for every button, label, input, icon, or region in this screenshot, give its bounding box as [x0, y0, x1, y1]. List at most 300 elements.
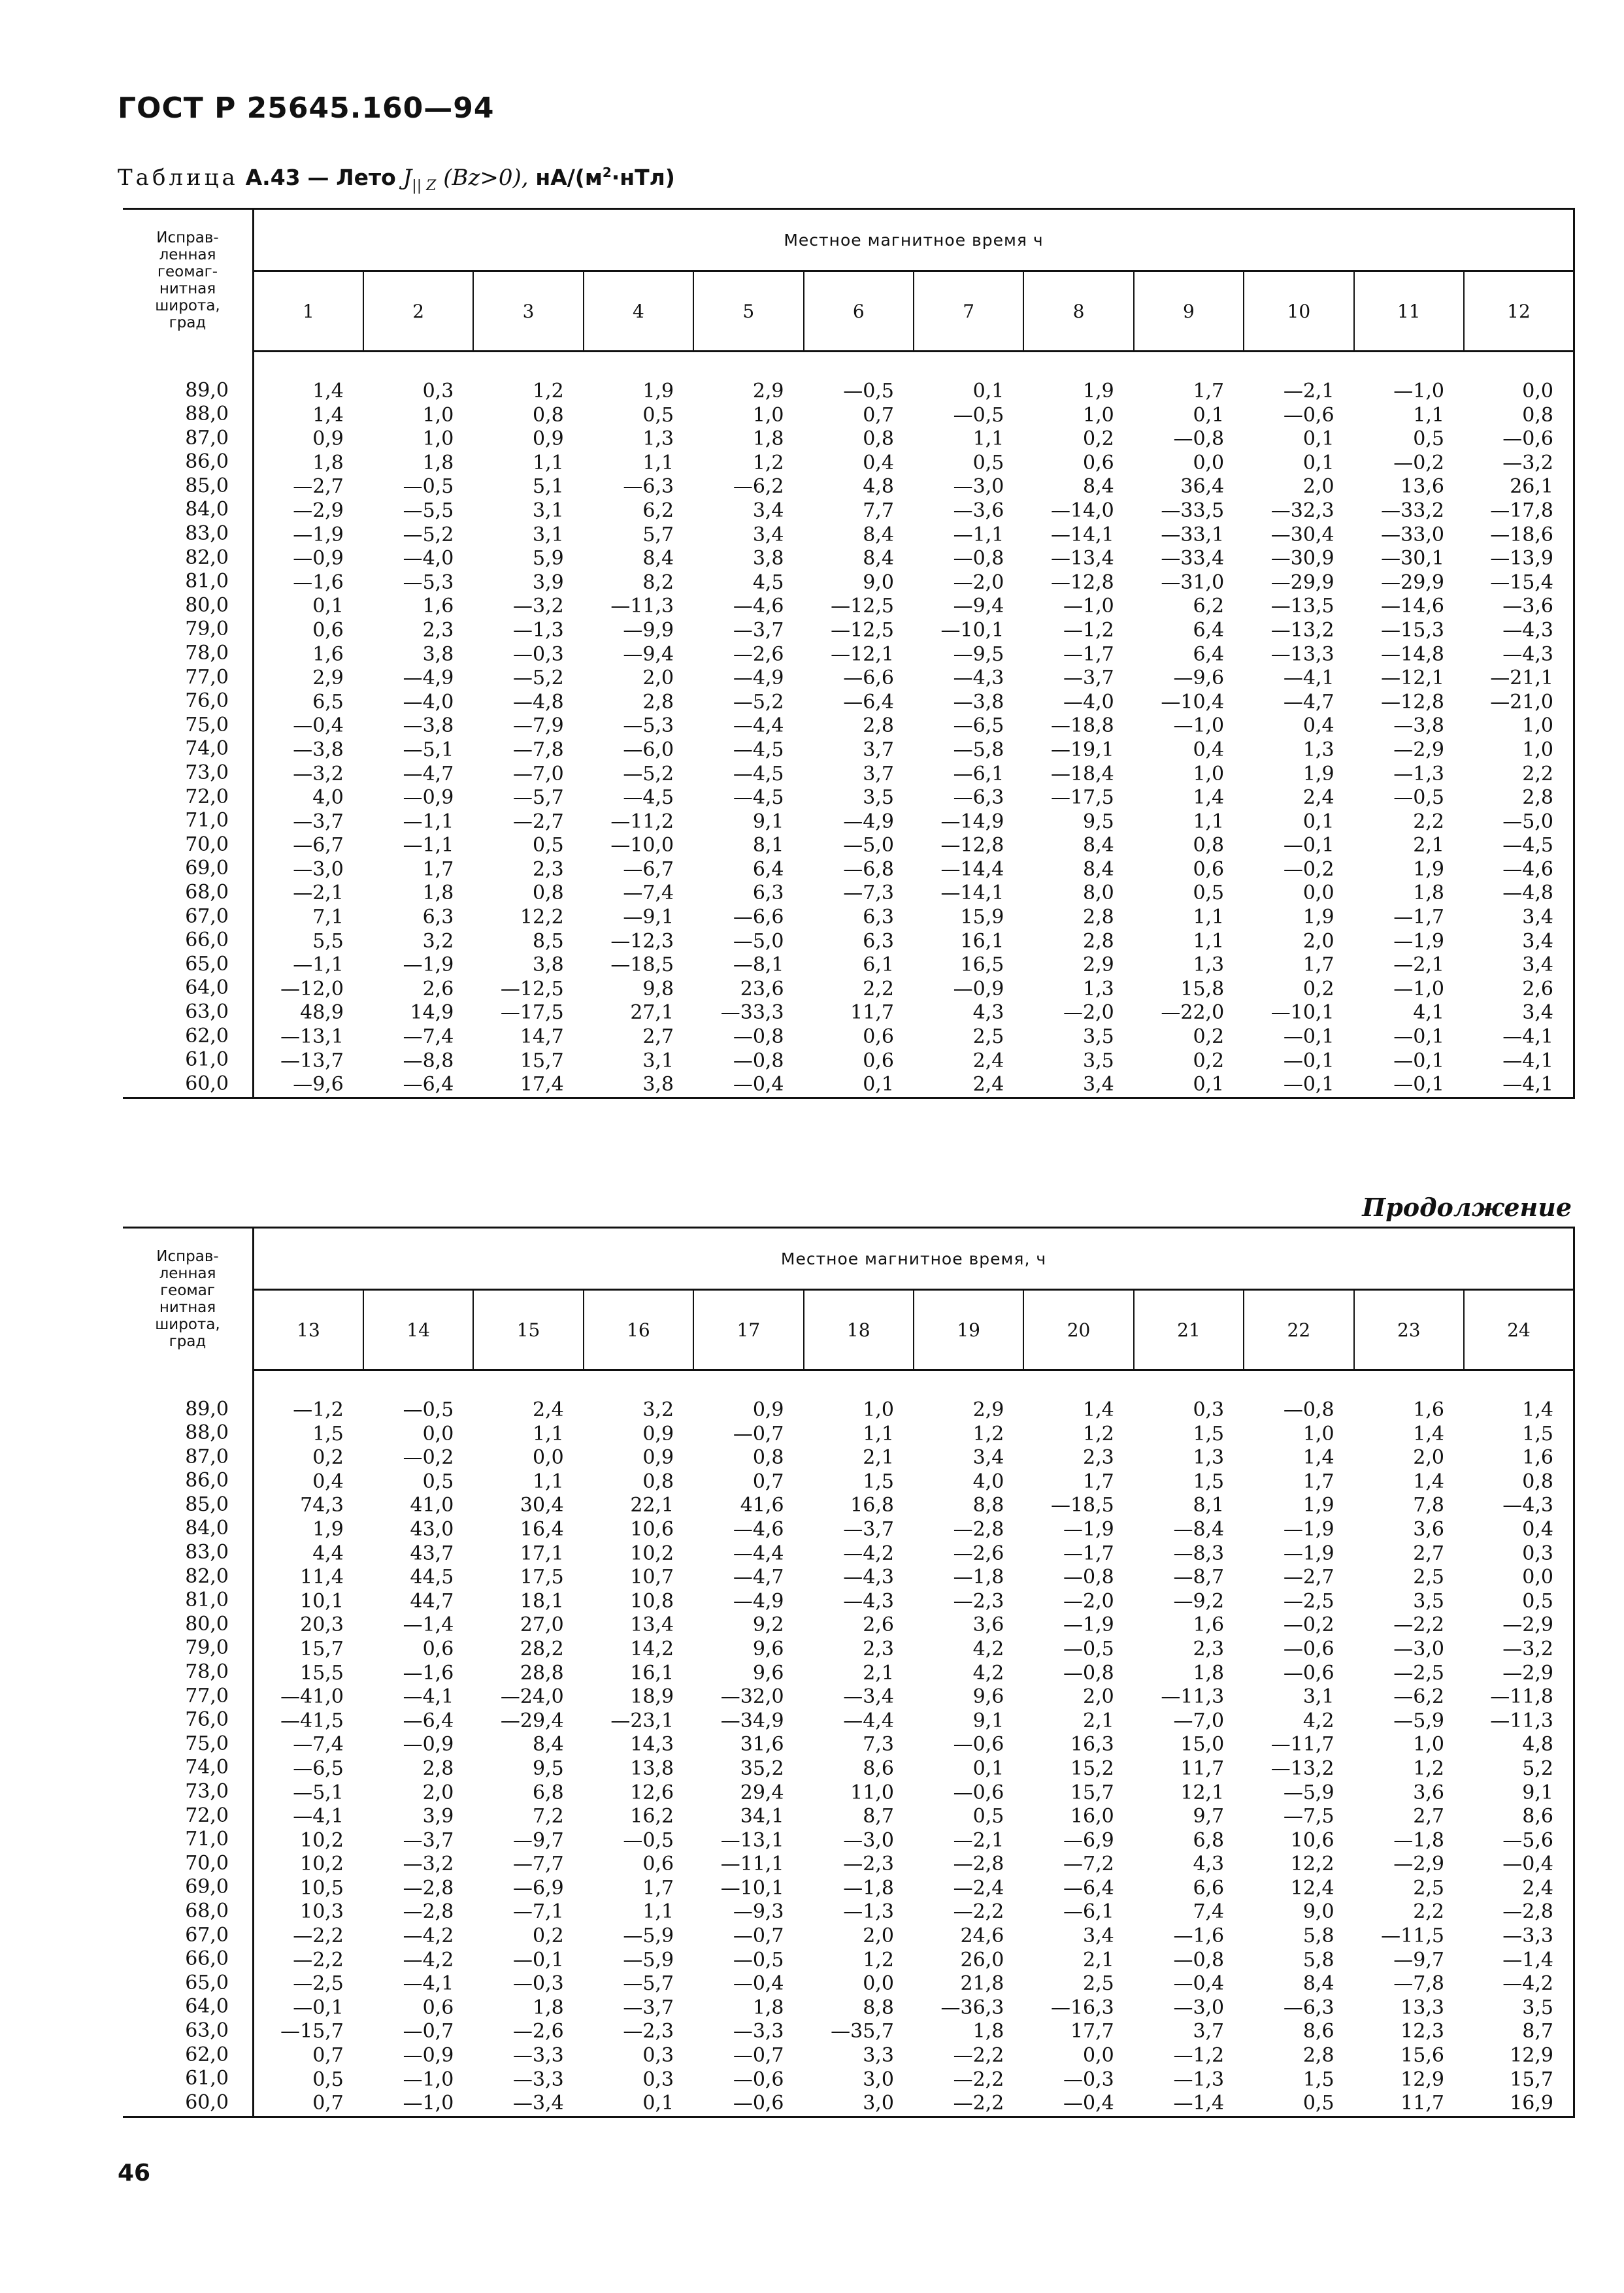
- table-cell: —0,8: [953, 547, 1004, 570]
- hour-value-column: [363, 1370, 473, 2117]
- table-cell: 2,3: [863, 1637, 894, 1660]
- table-cell: 3,2: [642, 1398, 674, 1421]
- latitude-value: 60,0: [185, 1072, 229, 1095]
- table-cell: 2,9: [1083, 953, 1114, 977]
- table-cell: 8,4: [863, 547, 894, 570]
- table-cell: —2,6: [733, 642, 784, 666]
- table-cell: 2,3: [1193, 1637, 1225, 1660]
- table-cell: —1,9: [1283, 1542, 1334, 1565]
- table-cell: 0,6: [1193, 857, 1225, 881]
- table-cell: —6,2: [733, 475, 784, 499]
- table-cell: —17,8: [1490, 499, 1553, 522]
- table-cell: 10,8: [630, 1589, 674, 1613]
- table-cell: 8,4: [642, 547, 674, 570]
- latitude-value: 74,0: [185, 1756, 229, 1779]
- table-cell: 3,4: [1522, 929, 1553, 953]
- table-cell: —11,3: [1490, 1709, 1553, 1732]
- latitude-value: 71,0: [185, 809, 229, 833]
- table-cell: 1,9: [1302, 906, 1334, 929]
- table-cell: 2,2: [863, 977, 894, 1000]
- table-cell: 0,8: [1193, 834, 1225, 857]
- table-cell: 13,6: [1400, 475, 1444, 499]
- table-cell: —33,1: [1161, 523, 1225, 546]
- table-cell: —5,2: [403, 523, 454, 546]
- table-cell: 17,1: [520, 1542, 564, 1565]
- table-cell: —11,7: [1270, 1733, 1334, 1757]
- hour-header: 3: [473, 271, 583, 352]
- table-cell: 27,0: [520, 1613, 564, 1637]
- table-cell: 12,2: [1290, 1853, 1334, 1876]
- table-cell: —0,3: [513, 1972, 564, 1996]
- table-cell: 1,4: [312, 380, 344, 403]
- table-cell: —13,2: [1270, 1757, 1334, 1780]
- table-cell: —2,6: [953, 1542, 1004, 1565]
- table-cell: —0,6: [953, 1781, 1004, 1804]
- table-cell: —15,7: [280, 2020, 344, 2043]
- table-cell: 0,1: [1302, 810, 1334, 833]
- table-cell: 10,5: [300, 1876, 344, 1900]
- table-cell: —41,0: [280, 1685, 344, 1709]
- table-cell: —2,4: [953, 1876, 1004, 1900]
- table-cell: 14,7: [520, 1025, 564, 1049]
- hour-header: 9: [1134, 271, 1244, 352]
- table-cell: —4,8: [1502, 882, 1553, 905]
- table-cell: —15,3: [1381, 618, 1444, 642]
- table-cell: —9,9: [623, 618, 674, 642]
- table-cell: 8,7: [1522, 2020, 1553, 2043]
- table-cell: 8,4: [863, 523, 894, 546]
- table-cell: —1,8: [1393, 1828, 1444, 1852]
- table-cell: 1,1: [1413, 403, 1444, 427]
- table-cell: —12,5: [831, 595, 894, 618]
- hour-value-column: [804, 1370, 914, 2117]
- table-cell: 6,4: [1193, 642, 1225, 666]
- table-cell: —0,6: [1283, 1637, 1334, 1660]
- table-cell: 2,0: [863, 1924, 894, 1948]
- table-cell: 0,0: [1193, 451, 1225, 474]
- table-cell: —6,5: [953, 714, 1004, 738]
- table-cell: —11,2: [610, 810, 674, 833]
- latitude-value: 80,0: [185, 593, 229, 617]
- table-cell: 1,5: [1193, 1422, 1225, 1445]
- table-cell: —8,3: [1173, 1542, 1225, 1565]
- table-cell: —1,8: [953, 1566, 1004, 1589]
- table-cell: 11,7: [1400, 2092, 1444, 2115]
- table-cell: 28,2: [520, 1637, 564, 1660]
- table-cell: 10,2: [300, 1828, 344, 1852]
- table-cell: 2,2: [1413, 810, 1444, 833]
- table-cell: 23,6: [740, 977, 784, 1000]
- table-cell: —3,6: [953, 499, 1004, 522]
- table-cell: —4,2: [403, 1924, 454, 1948]
- latitude-column: [123, 352, 254, 1098]
- table-cell: 11,7: [1180, 1757, 1225, 1780]
- latitude-value: 77,0: [185, 665, 229, 689]
- table-cell: —0,5: [623, 1828, 674, 1852]
- table-cell: 6,4: [752, 857, 784, 881]
- table-cell: 1,3: [642, 427, 674, 451]
- table-cell: 0,2: [533, 1924, 564, 1948]
- table-cell: —4,7: [403, 762, 454, 785]
- table-cell: 10,3: [300, 1900, 344, 1924]
- table-cell: —6,9: [1063, 1828, 1114, 1852]
- table-cell: 2,7: [1413, 1805, 1444, 1828]
- table-cell: —6,9: [513, 1876, 564, 1900]
- table-cell: 4,5: [752, 570, 784, 594]
- table-cell: 1,7: [1302, 953, 1334, 977]
- table-cell: —13,5: [1270, 595, 1334, 618]
- table-cell: —2,1: [293, 882, 344, 905]
- table-cell: —2,2: [953, 2068, 1004, 2091]
- table-cell: 7,4: [1193, 1900, 1225, 1924]
- table-cell: —9,2: [1173, 1589, 1225, 1613]
- table-cell: 1,9: [1302, 1494, 1334, 1517]
- table-cell: 0,1: [863, 1073, 894, 1097]
- table-cell: —2,9: [1502, 1661, 1553, 1685]
- latitude-value: 68,0: [185, 880, 229, 904]
- table-cell: 1,8: [972, 2020, 1004, 2043]
- table-cell: 6,3: [863, 929, 894, 953]
- table-cell: 0,5: [1193, 882, 1225, 905]
- table-cell: —4,0: [403, 547, 454, 570]
- table-cell: —6,2: [1393, 1685, 1444, 1709]
- table-cell: 14,2: [630, 1637, 674, 1660]
- table-cell: 17,4: [520, 1073, 564, 1097]
- latitude-value: 68,0: [185, 1899, 229, 1922]
- table-cell: —19,1: [1050, 738, 1114, 761]
- table-cell: —2,3: [953, 1589, 1004, 1613]
- latitude-value: 62,0: [185, 2043, 229, 2066]
- table-cell: 1,6: [1193, 1613, 1225, 1637]
- table-cell: 43,0: [410, 1517, 454, 1541]
- table-cell: —0,1: [1283, 1049, 1334, 1072]
- table-cell: —3,7: [293, 810, 344, 833]
- table-cell: 3,9: [533, 570, 564, 594]
- table-cell: 2,1: [1413, 834, 1444, 857]
- table-cell: 0,4: [1302, 714, 1334, 738]
- table-cell: —4,4: [733, 714, 784, 738]
- table-cell: —1,6: [1173, 1924, 1225, 1948]
- table-cell: 0,6: [1083, 451, 1114, 474]
- table-cell: 0,8: [642, 1470, 674, 1493]
- table-cell: 0,6: [642, 1853, 674, 1876]
- table-cell: 2,9: [312, 667, 344, 690]
- table-cell: —1,6: [293, 570, 344, 594]
- table-cell: —0,1: [1283, 834, 1334, 857]
- table-cell: —1,4: [1502, 1948, 1553, 1971]
- table-cell: —13,1: [280, 1025, 344, 1049]
- table-cell: —4,3: [953, 667, 1004, 690]
- table-cell: 1,9: [1302, 762, 1334, 785]
- table-cell: 1,4: [1193, 786, 1225, 810]
- caption-season: Лето: [336, 165, 396, 190]
- table-cell: 31,6: [740, 1733, 784, 1757]
- table-cell: —7,4: [293, 1733, 344, 1757]
- table-cell: 8,2: [642, 570, 674, 594]
- table-cell: 3,4: [752, 523, 784, 546]
- table-cell: 3,4: [1522, 1001, 1553, 1025]
- table-cell: —9,1: [623, 906, 674, 929]
- table-cell: —23,1: [610, 1709, 674, 1732]
- table-cell: 4,3: [972, 1001, 1004, 1025]
- table-cell: 1,1: [533, 451, 564, 474]
- table-cell: 2,3: [422, 618, 454, 642]
- latitude-value: 79,0: [185, 618, 229, 641]
- table-cell: —0,1: [1393, 1073, 1444, 1097]
- table-cell: —0,2: [1283, 1613, 1334, 1637]
- hour-header: 8: [1023, 271, 1133, 352]
- table-cell: 11,7: [850, 1001, 894, 1025]
- hour-value-column: [1023, 352, 1133, 1098]
- table-cell: —4,9: [733, 1589, 784, 1613]
- data-table-hours-13-24: [123, 1227, 1575, 2118]
- table-cell: 3,7: [863, 738, 894, 761]
- table-cell: —0,8: [1173, 427, 1225, 451]
- table-cell: —2,2: [953, 2044, 1004, 2068]
- table-cell: 0,1: [972, 1757, 1004, 1780]
- table-cell: 6,3: [422, 906, 454, 929]
- hour-value-column: [1244, 1370, 1353, 2117]
- table-cell: —4,2: [403, 1948, 454, 1971]
- table-cell: 16,1: [960, 929, 1004, 953]
- table-cell: —30,4: [1270, 523, 1334, 546]
- table-cell: —4,3: [1502, 1494, 1553, 1517]
- table-cell: —0,3: [513, 642, 564, 666]
- table-cell: 0,5: [533, 834, 564, 857]
- latitude-value: 70,0: [185, 833, 229, 856]
- hour-header: 10: [1244, 271, 1353, 352]
- table-cell: —22,0: [1161, 1001, 1225, 1025]
- table-cell: 1,7: [1193, 380, 1225, 403]
- table-cell: —7,5: [1283, 1805, 1334, 1828]
- table-cell: —11,5: [1381, 1924, 1444, 1948]
- table-cell: 2,4: [533, 1398, 564, 1421]
- table-cell: 20,3: [300, 1613, 344, 1637]
- table-cell: 0,3: [642, 2068, 674, 2091]
- latitude-value: 82,0: [185, 1564, 229, 1588]
- table-cell: 48,9: [300, 1001, 344, 1025]
- table-cell: —3,0: [1393, 1637, 1444, 1660]
- table-cell: —14,0: [1050, 499, 1114, 522]
- table-cell: 3,1: [533, 499, 564, 522]
- table-cell: 15,0: [1180, 1733, 1225, 1757]
- table-cell: —21,1: [1490, 667, 1553, 690]
- table-cell: 15,6: [1400, 2044, 1444, 2068]
- table-cell: 3,4: [752, 499, 784, 522]
- table-cell: 16,8: [850, 1494, 894, 1517]
- table-cell: —1,1: [403, 810, 454, 833]
- table-cell: 1,0: [422, 427, 454, 451]
- table-cell: 15,2: [1070, 1757, 1114, 1780]
- table-cell: 1,1: [642, 1900, 674, 1924]
- table-cell: —14,6: [1381, 595, 1444, 618]
- table-cell: 1,0: [1193, 762, 1225, 785]
- table-cell: 9,1: [1522, 1781, 1553, 1804]
- table-cell: —13,4: [1050, 547, 1114, 570]
- hour-header: 5: [693, 271, 803, 352]
- latitude-value: 84,0: [185, 498, 229, 521]
- table-cell: 10,6: [630, 1517, 674, 1541]
- table-cell: 10,2: [300, 1853, 344, 1876]
- table-cell: —1,8: [843, 1876, 894, 1900]
- table-cell: 3,8: [422, 642, 454, 666]
- table-cell: —2,5: [1283, 1589, 1334, 1613]
- table-cell: —6,1: [953, 762, 1004, 785]
- latitude-value: 72,0: [185, 1804, 229, 1827]
- hour-header: 22: [1244, 1290, 1353, 1370]
- table-cell: —10,4: [1161, 690, 1225, 714]
- table-cell: 12,1: [1180, 1781, 1225, 1804]
- hour-header: 6: [804, 271, 914, 352]
- table-cell: —0,5: [403, 475, 454, 499]
- table-cell: 12,2: [520, 906, 564, 929]
- table-cell: 0,5: [972, 451, 1004, 474]
- table-cell: —9,6: [1173, 667, 1225, 690]
- table-cell: 3,6: [972, 1613, 1004, 1637]
- table-cell: —3,7: [623, 1996, 674, 2019]
- table-cell: —1,1: [953, 523, 1004, 546]
- table-cell: —5,5: [403, 499, 454, 522]
- table-cell: —0,8: [1173, 1948, 1225, 1971]
- table-cell: 8,4: [533, 1733, 564, 1757]
- table-cell: 0,1: [312, 595, 344, 618]
- table-cell: —12,0: [280, 977, 344, 1000]
- table-cell: —29,9: [1270, 570, 1334, 594]
- table-cell: —0,2: [1283, 857, 1334, 881]
- hour-value-column: [254, 1370, 363, 2117]
- table-cell: 4,8: [1522, 1733, 1553, 1757]
- table-cell: —1,9: [293, 523, 344, 546]
- table-cell: 15,9: [960, 906, 1004, 929]
- table-cell: 8,6: [1522, 1805, 1553, 1828]
- table-cell: —31,0: [1161, 570, 1225, 594]
- table-cell: —8,1: [733, 953, 784, 977]
- table-cell: —8,8: [403, 1049, 454, 1072]
- table-cell: —0,6: [953, 1733, 1004, 1757]
- table-cell: 7,2: [533, 1805, 564, 1828]
- latitude-value: 63,0: [185, 2019, 229, 2042]
- table-cell: 2,5: [1413, 1566, 1444, 1589]
- table-cell: 15,7: [520, 1049, 564, 1072]
- latitude-value: 60,0: [185, 2090, 229, 2114]
- table-cell: —4,0: [1063, 690, 1114, 714]
- table-cell: —0,5: [733, 1948, 784, 1971]
- table-cell: —0,5: [1063, 1637, 1114, 1660]
- table-cell: —0,4: [733, 1972, 784, 1996]
- table-cell: —1,0: [1173, 714, 1225, 738]
- table-cell: 26,0: [960, 1948, 1004, 1971]
- table-cell: 6,3: [863, 906, 894, 929]
- table-cell: —9,4: [953, 595, 1004, 618]
- table-cell: —5,2: [513, 667, 564, 690]
- table-cell: —4,9: [843, 810, 894, 833]
- table-cell: 4,2: [1302, 1709, 1334, 1732]
- table-cell: 10,7: [630, 1566, 674, 1589]
- table-cell: —1,0: [403, 2092, 454, 2115]
- table-cell: 8,6: [1302, 2020, 1334, 2043]
- table-cell: —3,4: [843, 1685, 894, 1709]
- table-cell: —0,6: [1283, 1661, 1334, 1685]
- table-cell: 0,4: [312, 1470, 344, 1493]
- table-cell: 6,3: [752, 882, 784, 905]
- table-cell: —7,2: [1063, 1853, 1114, 1876]
- table-cell: 9,6: [972, 1685, 1004, 1709]
- table-cell: —2,8: [953, 1517, 1004, 1541]
- table-cell: —12,3: [610, 929, 674, 953]
- table-cell: —0,9: [403, 1733, 454, 1757]
- hour-value-column: [1134, 1370, 1244, 2117]
- hours-row: [123, 271, 1574, 352]
- hour-header: 2: [363, 271, 473, 352]
- table-cell: —0,6: [733, 2092, 784, 2115]
- table-cell: —5,1: [403, 738, 454, 761]
- table-cell: —32,3: [1270, 499, 1334, 522]
- table-cell: 12,9: [1510, 2044, 1553, 2068]
- table-cell: —0,6: [1283, 403, 1334, 427]
- table-cell: 1,9: [312, 1517, 344, 1541]
- table-cell: 2,8: [642, 690, 674, 714]
- hour-value-column: [473, 352, 583, 1098]
- table-cell: —5,8: [953, 738, 1004, 761]
- table-cell: 1,9: [1413, 857, 1444, 881]
- table-cell: 1,8: [312, 451, 344, 474]
- table-cell: 0,1: [1193, 1073, 1225, 1097]
- table-cell: 7,3: [863, 1733, 894, 1757]
- table-cell: 0,5: [1302, 2092, 1334, 2115]
- table-cell: 11,0: [850, 1781, 894, 1804]
- table-cell: —0,8: [1063, 1566, 1114, 1589]
- hour-value-column: [1244, 352, 1353, 1098]
- table-cell: 1,1: [972, 427, 1004, 451]
- table-cell: —0,6: [733, 2068, 784, 2091]
- table-cell: 1,6: [312, 642, 344, 666]
- table-cell: —1,9: [403, 953, 454, 977]
- latitude-value: 86,0: [185, 450, 229, 474]
- table-cell: —5,3: [403, 570, 454, 594]
- hour-header: 14: [363, 1290, 473, 1370]
- latitude-value: 73,0: [185, 761, 229, 784]
- table-cell: —13,7: [280, 1049, 344, 1072]
- hour-value-column: [693, 352, 803, 1098]
- table-cell: —33,3: [720, 1001, 784, 1025]
- table-cell: —0,9: [293, 547, 344, 570]
- table-cell: —2,2: [293, 1948, 344, 1971]
- table-cell: —2,1: [1393, 953, 1444, 977]
- table-cell: 2,7: [642, 1025, 674, 1049]
- table-cell: 0,0: [1302, 882, 1334, 905]
- table-cell: 0,1: [1302, 427, 1334, 451]
- table-cell: 1,2: [863, 1948, 894, 1971]
- table-cell: —4,7: [733, 1566, 784, 1589]
- table-cell: —10,0: [610, 834, 674, 857]
- table-cell: 3,4: [972, 1446, 1004, 1470]
- table-cell: 74,3: [300, 1494, 344, 1517]
- table-cell: 2,4: [1522, 1876, 1553, 1900]
- table-cell: 2,8: [863, 714, 894, 738]
- table-cell: —7,1: [513, 1900, 564, 1924]
- table-cell: —4,1: [1502, 1049, 1553, 1072]
- table-cell: 9,0: [863, 570, 894, 594]
- table-cell: 1,1: [642, 451, 674, 474]
- table-cell: —2,9: [1393, 1853, 1444, 1876]
- table-cell: 1,2: [972, 1422, 1004, 1445]
- table-cell: —2,7: [293, 475, 344, 499]
- page-number: 46: [118, 2160, 151, 2186]
- table-cell: —2,7: [1283, 1566, 1334, 1589]
- hour-value-column: [1464, 1370, 1574, 2117]
- table-cell: —1,3: [1173, 2068, 1225, 2091]
- table-cell: —3,4: [513, 2092, 564, 2115]
